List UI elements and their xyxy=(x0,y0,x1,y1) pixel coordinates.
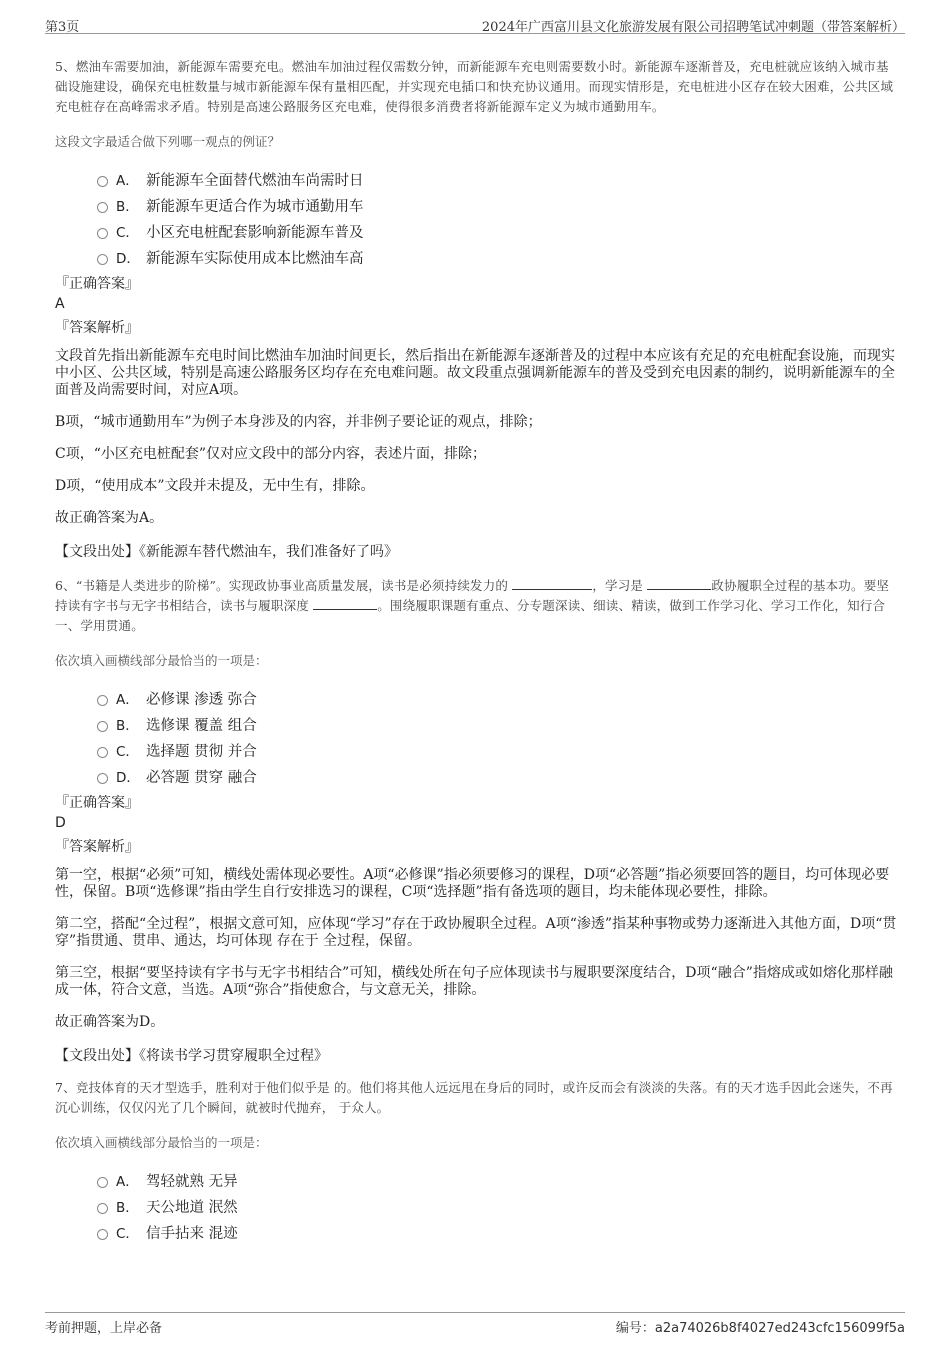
option-d[interactable]: D． 新能源车实际使用成本比燃油车高 xyxy=(97,244,900,270)
question-prompt: 依次填入画横线部分最恰当的一项是： xyxy=(55,1135,268,1150)
explanation-paragraph: 第一空，根据“必须”可知，横线处需体现必要性。A项“必修课”指必须要修习的课程，D项“必答题”指必须要回答的题目，均可体现必要性，保留。B项“选修课”指由学生自行安排选习的课程，C项“选择题”指有备选项的题目，均未能体现必要性，排除。 xyxy=(55,867,890,900)
option-c[interactable]: C． 小区充电桩配套影响新能源车普及 xyxy=(97,218,900,244)
answer-value: A xyxy=(55,296,65,312)
radio-icon[interactable] xyxy=(97,747,108,758)
question-prompt: 依次填入画横线部分最恰当的一项是： xyxy=(55,653,268,668)
option-list xyxy=(97,166,900,270)
radio-icon[interactable] xyxy=(97,176,108,187)
option-a[interactable]: A． 必修课 渗透 弥合 xyxy=(97,685,900,711)
radio-icon[interactable] xyxy=(97,695,108,706)
explanation-paragraph: 第二空，搭配“全过程”，根据文意可知，应体现“学习”存在于政协履职全过程。A项“渗透”指某种事物或势力逐渐进入其他方面，D项“贯穿”指贯通、贯串、通达，均可体现 存在于 全过程，保留。 xyxy=(55,916,897,949)
option-c[interactable]: C． 信手拈来 混迹 xyxy=(97,1219,900,1245)
fill-blank xyxy=(313,597,377,610)
explanation-paragraph: B项，“城市通勤用车”为例子本身涉及的内容，并非例子要论证的观点，排除； xyxy=(55,414,542,430)
passage-source: 【文段出处】《将读书学习贯穿履职全过程》 xyxy=(55,1048,328,1064)
explanation-paragraph: D项，“使用成本”文段并未提及，无中生有，排除。 xyxy=(55,478,375,494)
option-a[interactable]: A． 新能源车全面替代燃油车尚需时日 xyxy=(97,166,900,192)
page-header xyxy=(45,14,905,34)
explanation-paragraph: 故正确答案为A。 xyxy=(55,510,164,526)
code-value: a2a74026b8f4027ed243cfc156099f5a xyxy=(654,1321,905,1336)
page-content xyxy=(55,57,900,1245)
radio-icon[interactable] xyxy=(97,254,108,265)
radio-icon[interactable] xyxy=(97,1229,108,1240)
page-number: 第3页 xyxy=(45,20,80,35)
explanation-paragraph: 故正确答案为D。 xyxy=(55,1014,165,1030)
option-b[interactable]: B． 选修课 覆盖 组合 xyxy=(97,711,900,737)
radio-icon[interactable] xyxy=(97,202,108,213)
code-label: 编号： xyxy=(615,1321,655,1336)
explanation-paragraph: 文段首先指出新能源车充电时间比燃油车加油时间更长，然后指出在新能源车逐渐普及的过程中本应该有充足的充电桩配套设施，而现实中小区、公共区域，特别是高速公路服务区均存在充电难问题。故文段重点强调新能源车的普及受到充电因素的制约，说明新能源车的全面普及尚需要时间，对应A项。 xyxy=(55,348,895,398)
explanation-heading: 『答案解析』 xyxy=(55,320,139,336)
document-code xyxy=(616,1317,905,1336)
option-b[interactable]: B． 新能源车更适合作为城市通勤用车 xyxy=(97,192,900,218)
radio-icon[interactable] xyxy=(97,721,108,732)
explanation-paragraph: 第三空，根据“要坚持读有字书与无字书相结合”可知，横线处所在句子应体现读书与履职要深度结合，D项“融合”指熔成或如熔化那样融成一体，符合文意，当选。A项“弥合”指使愈合，与文意无关，排除。 xyxy=(55,965,893,998)
explanation-paragraph: C项，“小区充电桩配套”仅对应文段中的部分内容，表述片面，排除； xyxy=(55,446,487,462)
question-5 xyxy=(55,57,900,562)
question-text: 5、燃油车需要加油，新能源车需要充电。燃油车加油过程仅需数分钟，而新能源车充电则需要数小时。新能源车逐渐普及，充电桩就应该纳入城市基础设施建设，确保充电桩数量与城市新能源车保有量相匹配，并实现充电插口和快充协议通用。而现实情形是，充电桩进小区存在较大困难，公共区域充电桩存在高峰需求矛盾。特别是高速公路服务区充电难，使得很多消费者将新能源车定义为城市通勤用车。 xyxy=(55,59,894,114)
question-text: 7、竞技体育的天才型选手，胜利对于他们似乎是 的。他们将其他人远远甩在身后的同时，或许反而会有淡淡的失落。有的天才选手因此会迷失，不再沉心训练，仅仅闪光了几个瞬间，就被时代抛弃， 于众人。 xyxy=(55,1080,893,1115)
radio-icon[interactable] xyxy=(97,773,108,784)
answer-value: D xyxy=(55,815,66,831)
question-prompt: 这段文字最适合做下列哪一观点的例证？ xyxy=(55,134,281,149)
answer-heading: 『正确答案』 xyxy=(55,276,139,292)
option-b[interactable]: B． 天公地道 泯然 xyxy=(97,1193,900,1219)
option-a[interactable]: A． 驾轻就熟 无异 xyxy=(97,1167,900,1193)
option-c[interactable]: C． 选择题 贯彻 并合 xyxy=(97,737,900,763)
radio-icon[interactable] xyxy=(97,1177,108,1188)
page-footer xyxy=(45,1312,905,1334)
radio-icon[interactable] xyxy=(97,1203,108,1214)
option-list xyxy=(97,685,900,789)
explanation-heading: 『答案解析』 xyxy=(55,839,139,855)
fill-blank xyxy=(512,577,592,590)
option-list xyxy=(97,1167,900,1245)
footer-slogan: 考前押题，上岸必备 xyxy=(45,1321,163,1336)
question-text: 6、“书籍是人类进步的阶梯”。实现政协事业高质量发展，读书是必须持续发力的 ，学习是 政协履职全过程的基本功。要坚持读有字书与无字书相结合，读书与履职深度 。围绕履职课题有重点、分专题深读、细读、精读，做到工作学习化、学习工作化，知行合一、学用贯通。 xyxy=(55,578,890,633)
radio-icon[interactable] xyxy=(97,228,108,239)
answer-heading: 『正确答案』 xyxy=(55,795,139,811)
option-d[interactable]: D． 必答题 贯穿 融合 xyxy=(97,763,900,789)
fill-blank xyxy=(647,577,711,590)
document-title: 2024年广西富川县文化旅游发展有限公司招聘笔试冲刺题（带答案解析） xyxy=(481,20,905,35)
passage-source: 【文段出处】《新能源车替代燃油车，我们准备好了吗》 xyxy=(55,544,398,560)
question-7 xyxy=(55,1078,900,1245)
question-6 xyxy=(55,576,900,1066)
